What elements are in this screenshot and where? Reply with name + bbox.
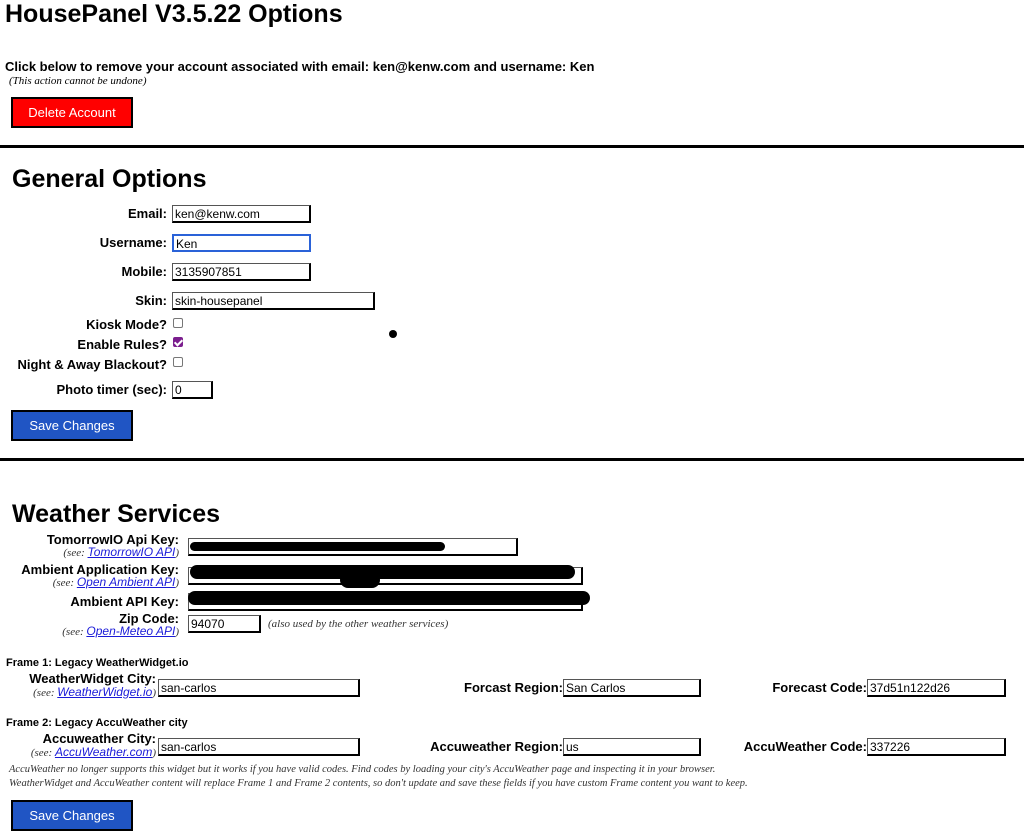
ambient-api-label: Ambient API Key: [70,594,179,609]
redaction-mark [188,591,590,605]
ww-region-label: Forcast Region: [464,680,563,695]
ww-see: (see: WeatherWidget.io) [33,685,156,699]
redaction-mark [190,565,575,579]
photo-timer-field[interactable]: 0 [172,381,213,399]
zip-code-field[interactable]: 94070 [188,615,261,633]
aw-region-field[interactable]: us [563,738,701,756]
delete-account-button[interactable]: Delete Account [11,97,133,128]
ww-city-label: WeatherWidget City: [29,671,156,686]
mobile-field[interactable]: 3135907851 [172,263,311,281]
ambient-app-label: Ambient Application Key: [21,562,179,577]
aw-city-field[interactable]: san-carlos [158,738,360,756]
username-field[interactable]: Ken [172,234,311,252]
tomorrow-label: TomorrowIO Api Key: [46,532,179,547]
general-options-heading: General Options [12,165,207,193]
kiosk-label: Kiosk Mode? [86,317,167,332]
save-general-button[interactable]: Save Changes [11,410,133,441]
enable-rules-label: Enable Rules? [77,337,167,352]
zip-label: Zip Code: [119,611,179,626]
photo-timer-label: Photo timer (sec): [56,382,167,397]
redaction-mark [190,542,445,551]
skin-field[interactable]: skin-housepanel [172,292,375,310]
zip-note: (also used by the other weather services) [268,618,449,630]
ambient-see: (see: Open Ambient API) [52,575,179,589]
ww-region-field[interactable]: San Carlos [563,679,701,697]
zip-see: (see: Open-Meteo API) [62,624,179,638]
divider [0,145,1024,148]
blackout-checkbox[interactable] [173,357,183,367]
weather-services-heading: Weather Services [12,500,220,528]
aw-city-label: Accuweather City: [42,731,156,746]
ambient-link[interactable]: Open Ambient API [76,575,176,589]
username-label: Username: [99,235,167,250]
redaction-mark [340,572,380,588]
aw-link[interactable]: AccuWeather.com [54,745,153,759]
frame-content-note: WeatherWidget and AccuWeather content will replace Frame 1 and Frame 2 contents, so don't update and save these fields if you have custom Frame content you want to keep. [9,778,748,789]
aw-see: (see: AccuWeather.com) [30,745,156,759]
save-weather-button[interactable]: Save Changes [11,800,133,831]
ww-code-label: Forecast Code: [772,680,867,695]
skin-label: Skin: [135,293,167,308]
tomorrow-link[interactable]: TomorrowIO API [87,545,176,559]
cursor-dot [389,330,397,338]
ww-code-field[interactable]: 37d51n122d26 [867,679,1006,697]
frame1-heading: Frame 1: Legacy WeatherWidget.io [6,657,189,669]
accuweather-note: AccuWeather no longer supports this widget but it works if you have valid codes. Find codes by loading your city's AccuWeather page and inspecting it in your browser. [9,764,716,775]
ww-link[interactable]: WeatherWidget.io [57,685,153,699]
tomorrow-see: (see: TomorrowIO API) [63,545,179,559]
mobile-label: Mobile: [121,264,167,279]
enable-rules-checkbox[interactable] [173,337,183,347]
aw-code-field[interactable]: 337226 [867,738,1006,756]
frame2-heading: Frame 2: Legacy AccuWeather city [6,717,188,729]
undo-warning: (This action cannot be undone) [9,75,147,87]
ww-city-field[interactable]: san-carlos [158,679,360,697]
email-label: Email: [127,206,167,221]
aw-code-label: AccuWeather Code: [743,739,867,754]
divider [0,458,1024,461]
email-field[interactable]: ken@kenw.com [172,205,311,223]
remove-account-text: Click below to remove your account associated with email: ken@kenw.com and username: Ken [5,59,595,74]
kiosk-mode-checkbox[interactable] [173,318,183,328]
aw-region-label: Accuweather Region: [430,739,563,754]
blackout-label: Night & Away Blackout? [17,357,167,372]
zip-link[interactable]: Open-Meteo API [86,624,176,638]
page-title: HousePanel V3.5.22 Options [5,0,343,28]
